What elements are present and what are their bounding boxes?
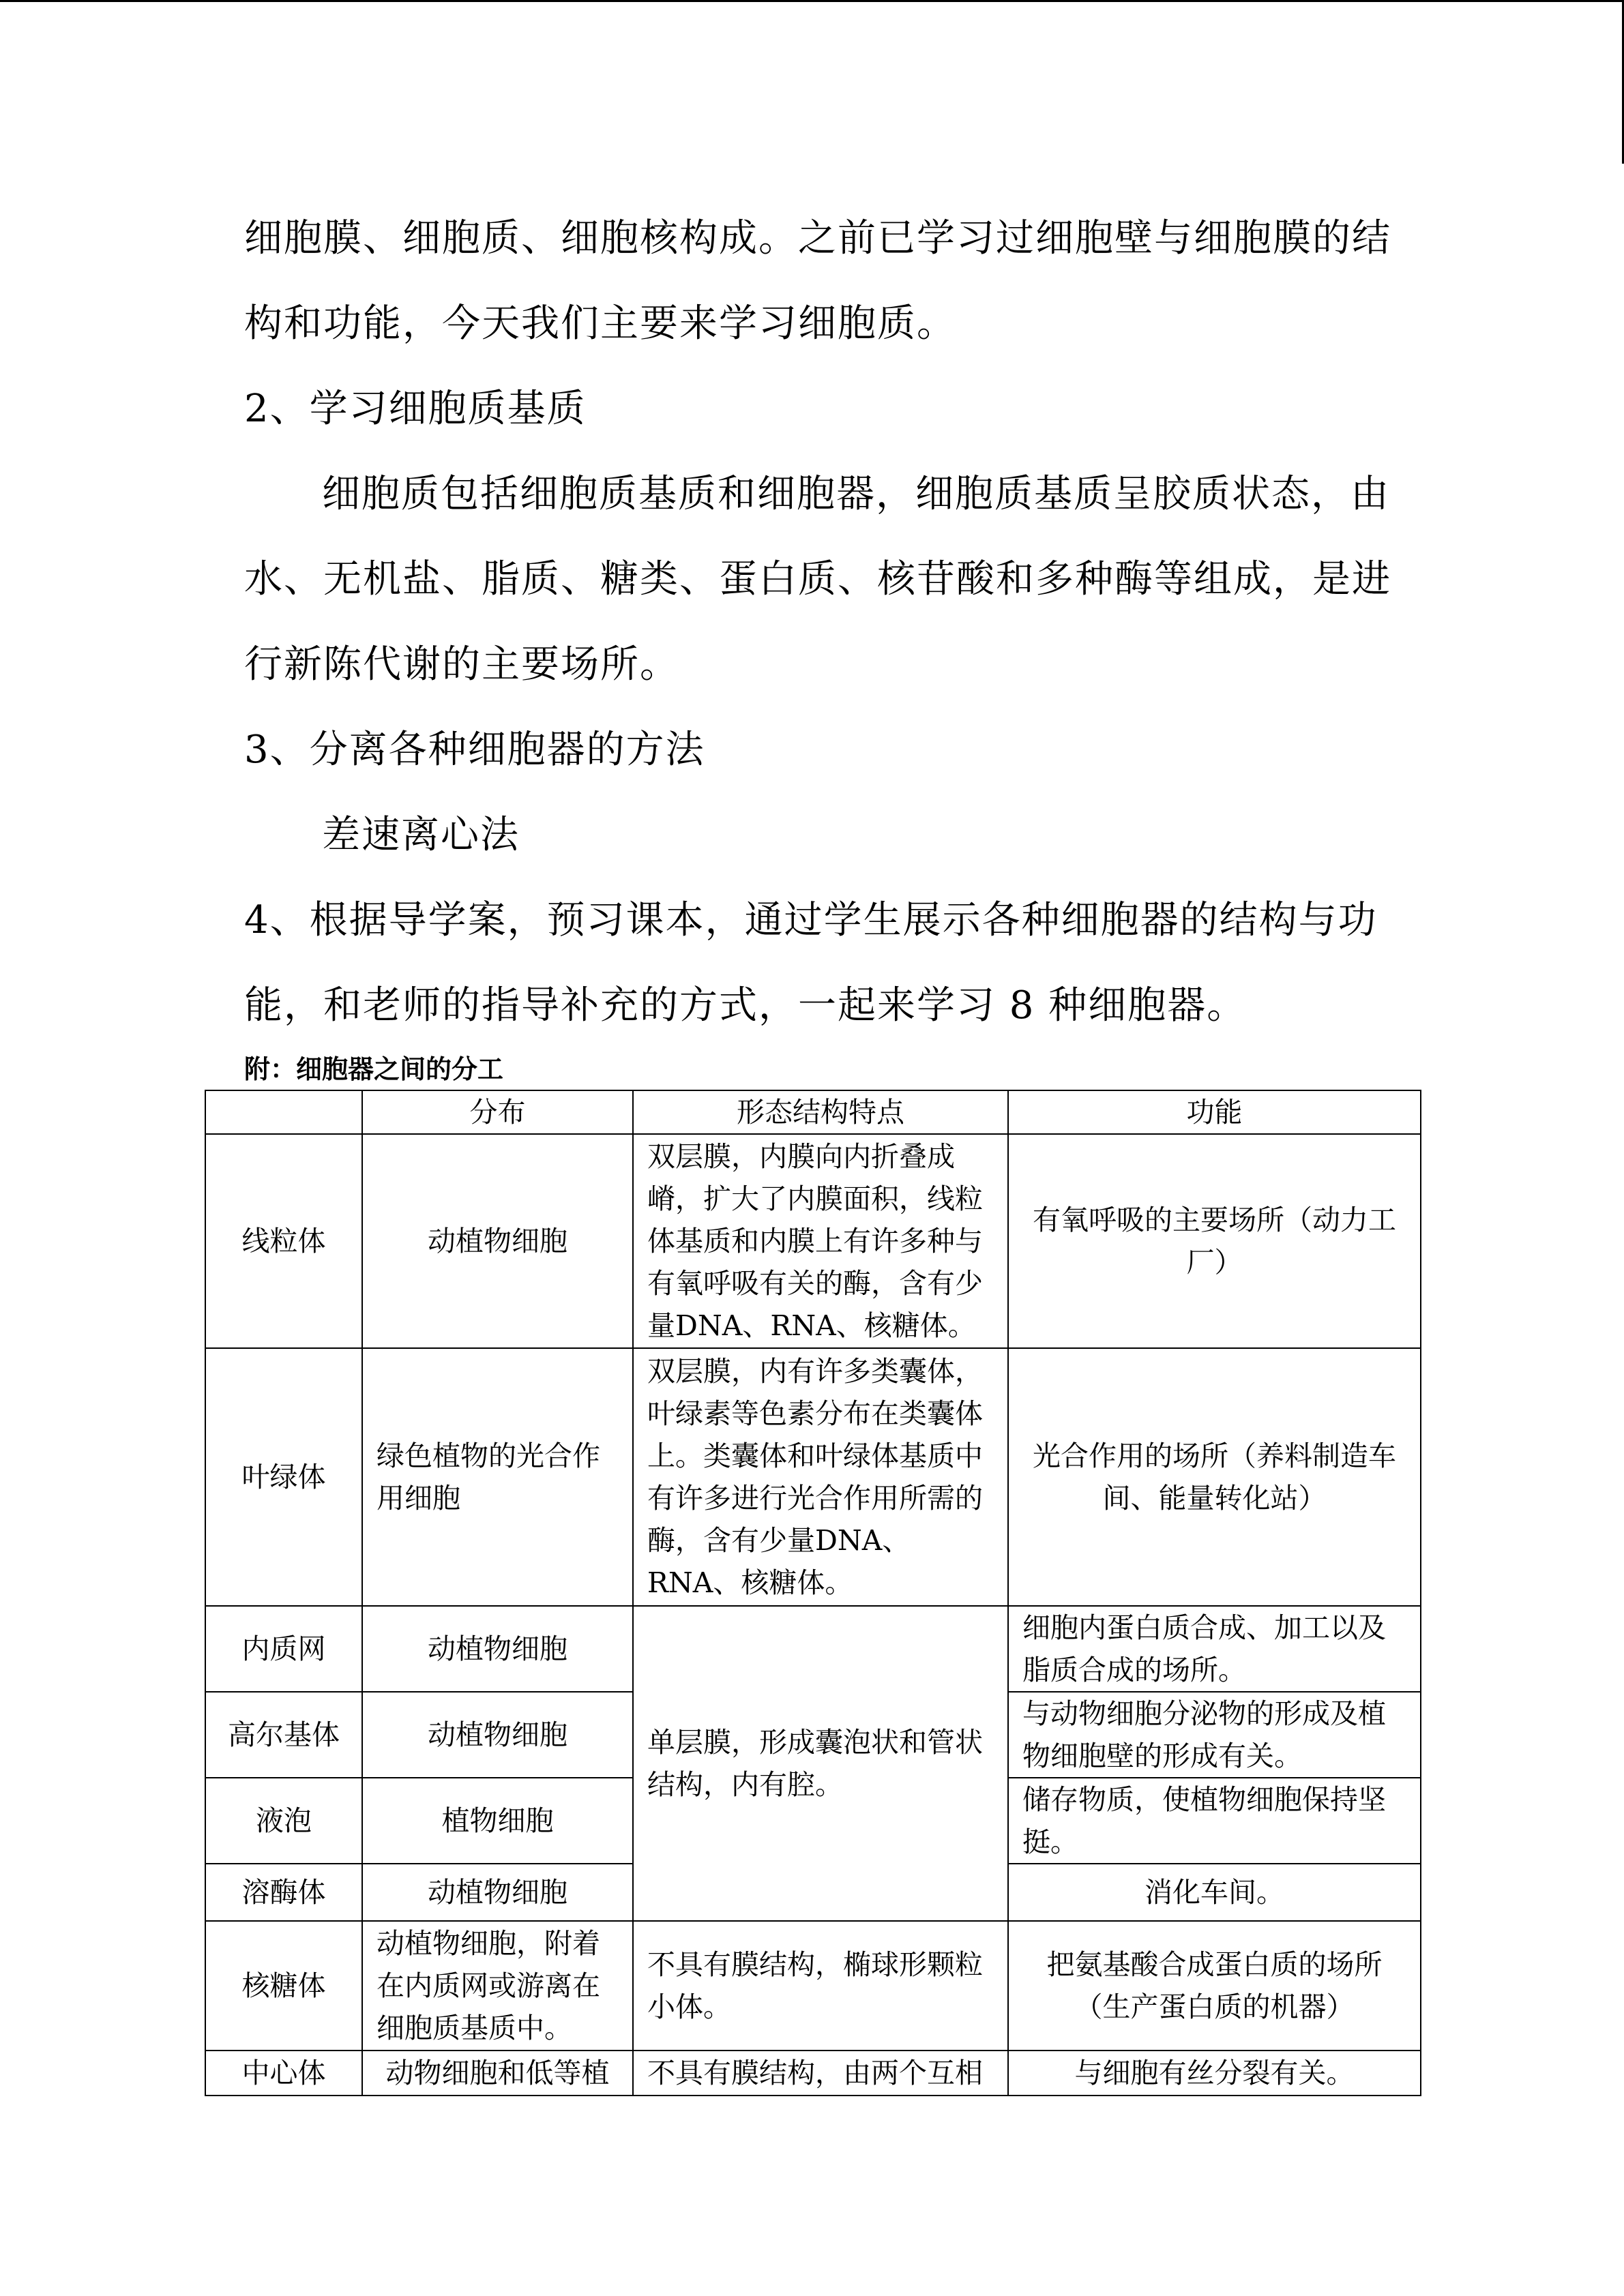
organelle-name: 液泡 <box>205 1778 362 1864</box>
header-cell-empty <box>205 1090 362 1134</box>
paragraph-line-1: 细胞膜、细胞质、细胞核构成。之前已学习过细胞壁与细胞膜的结 <box>244 216 1391 260</box>
table-header-row <box>205 1090 1421 1134</box>
organelle-function: 与细胞有丝分裂有关。 <box>1008 2051 1421 2096</box>
organelle-function: 与动物细胞分泌物的形成及植物细胞壁的形成有关。 <box>1008 1692 1421 1778</box>
organelle-name: 叶绿体 <box>205 1348 362 1606</box>
organelle-distribution: 动植物细胞 <box>362 1692 633 1778</box>
organelle-distribution: 动植物细胞 <box>362 1864 633 1921</box>
section-heading-4: 4、根据导学案，预习课本，通过学生展示各种细胞器的结构与功 <box>244 898 1378 942</box>
table-caption: 附：细胞器之间的分工 <box>244 1054 504 1084</box>
organelle-structure: 不具有膜结构，椭球形颗粒小体。 <box>633 1921 1008 2051</box>
shared-structure-cell: 单层膜，形成囊泡状和管状结构，内有腔。 <box>633 1606 1008 1921</box>
paragraph-line-3: 细胞质包括细胞质基质和细胞器，细胞质基质呈胶质状态，由 <box>322 472 1390 516</box>
paragraph-line-4: 水、无机盐、脂质、糖类、蛋白质、核苷酸和多种酶等组成，是进 <box>244 557 1391 601</box>
header-function: 功能 <box>1008 1090 1421 1134</box>
table-row <box>205 1134 1421 1348</box>
paragraph-line-6: 差速离心法 <box>322 813 520 857</box>
paragraph-line-2: 构和功能，今天我们主要来学习细胞质。 <box>244 301 956 346</box>
organelle-distribution: 绿色植物的光合作用细胞 <box>362 1348 633 1606</box>
organelle-function: 储存物质，使植物细胞保持坚挺。 <box>1008 1778 1421 1864</box>
organelle-name: 溶酶体 <box>205 1864 362 1921</box>
section-heading-3: 3、分离各种细胞器的方法 <box>244 728 705 772</box>
organelle-name: 中心体 <box>205 2051 362 2096</box>
paragraph-line-5: 行新陈代谢的主要场所。 <box>244 642 679 687</box>
organelle-distribution: 动物细胞和低等植 <box>362 2051 633 2096</box>
page-top-border <box>0 0 1624 2</box>
organelle-function: 光合作用的场所（养料制造车间、能量转化站） <box>1008 1348 1421 1606</box>
header-structure: 形态结构特点 <box>633 1090 1008 1134</box>
paragraph-line-7: 能，和老师的指导补充的方式，一起来学习 8 种细胞器。 <box>244 983 1247 1028</box>
table-row <box>205 1921 1421 2051</box>
section-heading-2: 2、学习细胞质基质 <box>244 387 587 431</box>
organelle-distribution: 动植物细胞，附着在内质网或游离在细胞质基质中。 <box>362 1921 633 2051</box>
organelle-function: 把氨基酸合成蛋白质的场所（生产蛋白质的机器） <box>1008 1921 1421 2051</box>
organelle-structure: 双层膜，内有许多类囊体，叶绿素等色素分布在类囊体上。类囊体和叶绿体基质中有许多进行光合作用所需的酶，含有少量DNA、RNA、核糖体。 <box>633 1348 1008 1606</box>
organelle-distribution: 植物细胞 <box>362 1778 633 1864</box>
organelle-function: 消化车间。 <box>1008 1864 1421 1921</box>
organelle-name: 高尔基体 <box>205 1692 362 1778</box>
header-distribution: 分布 <box>362 1090 633 1134</box>
organelle-structure: 双层膜，内膜向内折叠成嵴，扩大了内膜面积，线粒体基质和内膜上有许多种与有氧呼吸有关的酶，含有少量DNA、RNA、核糖体。 <box>633 1134 1008 1348</box>
organelle-name: 内质网 <box>205 1606 362 1692</box>
organelle-structure: 不具有膜结构，由两个互相 <box>633 2051 1008 2096</box>
table-row <box>205 1348 1421 1606</box>
organelle-table <box>205 1090 1421 2096</box>
organelle-name: 核糖体 <box>205 1921 362 2051</box>
organelle-function: 细胞内蛋白质合成、加工以及脂质合成的场所。 <box>1008 1606 1421 1692</box>
organelle-function: 有氧呼吸的主要场所（动力工厂） <box>1008 1134 1421 1348</box>
table-row <box>205 1606 1421 1692</box>
organelle-distribution: 动植物细胞 <box>362 1606 633 1692</box>
organelle-name: 线粒体 <box>205 1134 362 1348</box>
organelle-distribution: 动植物细胞 <box>362 1134 633 1348</box>
table-row <box>205 2051 1421 2096</box>
